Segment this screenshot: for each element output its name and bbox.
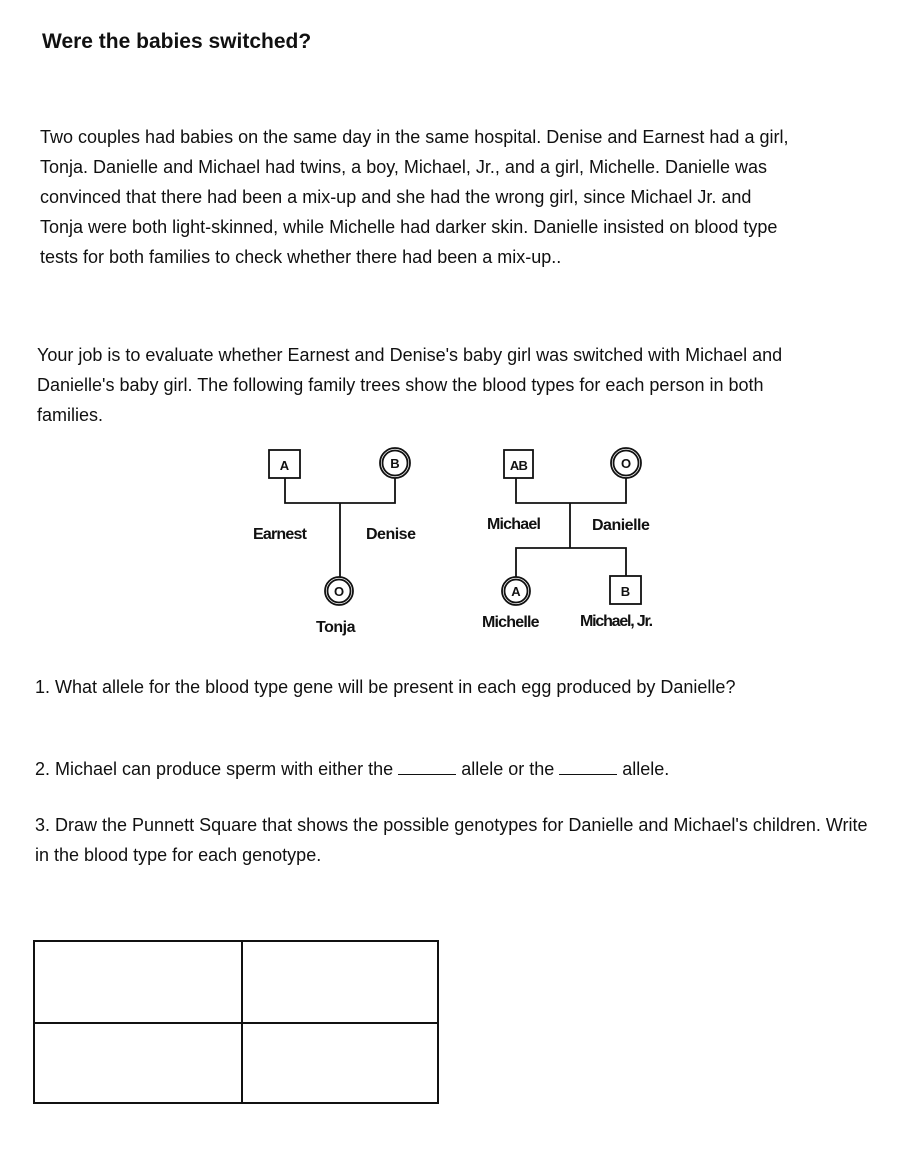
question-2-text-c: allele. xyxy=(617,759,670,779)
michelle-label: Michelle xyxy=(482,614,539,631)
marriage-line xyxy=(516,478,626,503)
tonja-blood-type: O xyxy=(333,584,345,599)
punnett-cell[interactable] xyxy=(243,1024,437,1102)
denise-label: Denise xyxy=(366,526,416,543)
earnest-blood-type: A xyxy=(279,458,290,473)
intro-paragraph: Two couples had babies on the same day in the same hospital. Denise and Earnest had a girl, Tonja. Danielle and Michael had twins, a boy, Michael, Jr., and a girl, Michelle. Danielle was convinced that there had been a mix-up and she had the wrong girl, since Michael Jr. and Tonja were both light-skinned, while Michelle had darker skin. Danielle insisted on blood type tests for both families to check whether there had been a mix-up.. xyxy=(40,127,789,267)
question-1: 1. What allele for the blood type gene will be present in each egg produced by Danielle? xyxy=(35,677,736,697)
michael-jr-blood-type: B xyxy=(620,584,631,599)
michelle-blood-type: A xyxy=(511,584,521,599)
tonja-label: Tonja xyxy=(316,619,355,636)
marriage-line xyxy=(285,478,395,503)
family-earnest-denise xyxy=(253,448,416,636)
question-2-text-b: allele or the xyxy=(456,759,560,779)
punnett-cell[interactable] xyxy=(243,942,437,1024)
task-paragraph: Your job is to evaluate whether Earnest and Denise's baby girl was switched with Michael and Danielle's baby girl. The following family trees show the blood types for each person in both families. xyxy=(37,345,783,425)
punnett-cell[interactable] xyxy=(35,942,243,1024)
question-2 xyxy=(35,754,669,784)
punnett-square xyxy=(33,940,439,1104)
question-3: 3. Draw the Punnett Square that shows the possible genotypes for Danielle and Michael's children. Write in the blood type for each genotype. xyxy=(35,815,868,865)
punnett-cell[interactable] xyxy=(35,1024,243,1102)
answer-blank-1[interactable] xyxy=(398,758,456,775)
page-title: Were the babies switched? xyxy=(42,30,312,53)
michael-jr-label: Michael, Jr. xyxy=(580,613,652,630)
denise-blood-type: B xyxy=(390,456,400,471)
family-michael-danielle xyxy=(482,448,653,631)
danielle-blood-type: O xyxy=(620,456,632,471)
michael-label: Michael xyxy=(487,516,541,533)
question-2-text-a: 2. Michael can produce sperm with either the xyxy=(35,759,399,779)
michael-blood-type: AB xyxy=(509,458,528,473)
sibship-line xyxy=(516,548,626,577)
danielle-label: Danielle xyxy=(592,517,650,534)
answer-blank-2[interactable] xyxy=(559,758,617,775)
earnest-label: Earnest xyxy=(253,526,307,543)
